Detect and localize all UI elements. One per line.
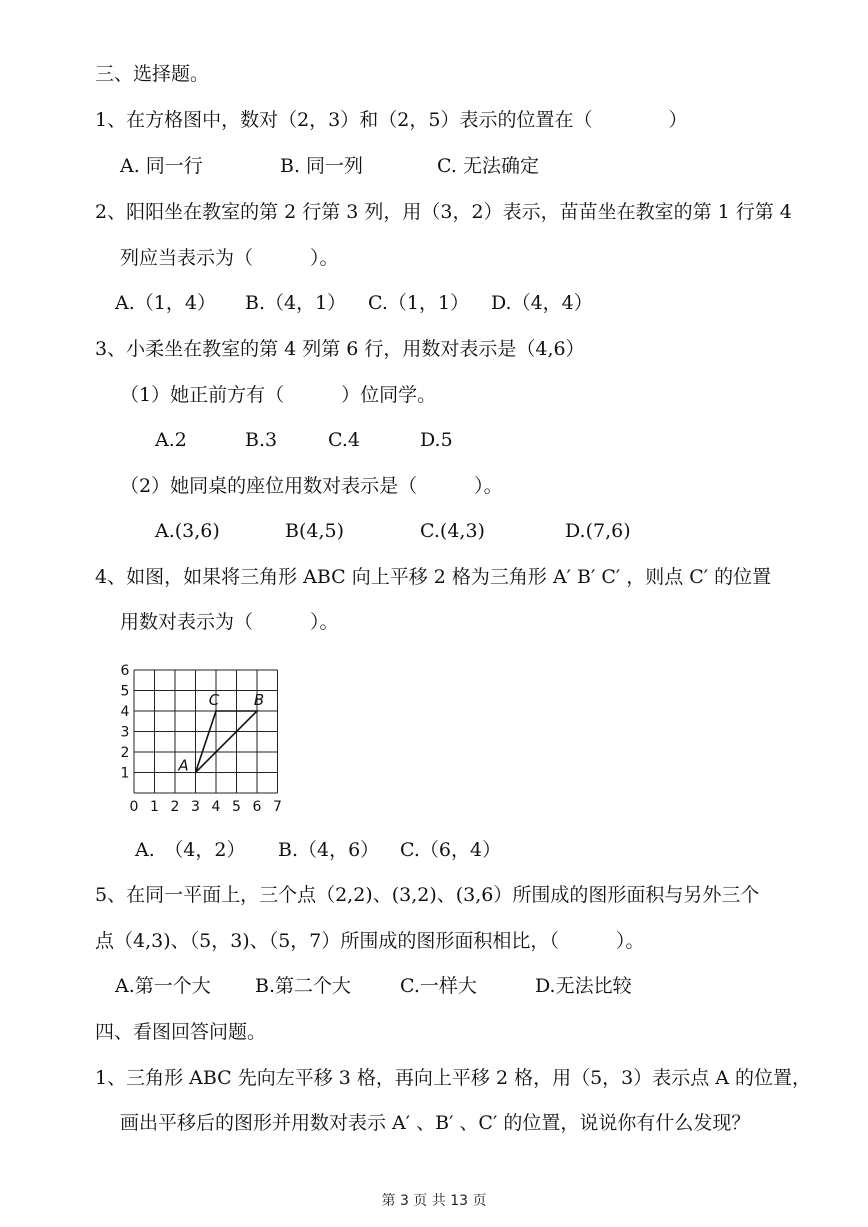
q2-option-b: B.（4，1）: [245, 292, 347, 314]
q3-sub2-option-c: C.(4,3): [420, 520, 485, 542]
question-3-text: 3、小柔坐在教室的第 4 列第 6 行，用数对表示是（4,6）: [95, 338, 585, 360]
point-label-b: B: [253, 691, 265, 709]
y-tick-label: 4: [120, 704, 130, 720]
q3-sub1-option-b: B.3: [245, 429, 278, 451]
q3-sub1-option-a: A.2: [155, 429, 187, 451]
question-4-line2: 用数对表示为（ ）。: [120, 611, 339, 633]
q3-sub2-option-d: D.(7,6): [565, 520, 631, 542]
q3-sub2-option-a: A.(3,6): [155, 520, 220, 542]
x-tick-label: 4: [211, 799, 221, 815]
section-heading-3: 三、选择题。: [95, 63, 210, 85]
x-tick-label: 6: [252, 799, 262, 815]
q1-option-a: A. 同一行: [120, 155, 203, 177]
question-1-text: 1、在方格图中，数对（2，3）和（2，5）表示的位置在（ ）: [95, 109, 688, 131]
question-2-line2: 列应当表示为（ ）。: [120, 247, 339, 269]
q4-option-a: A. （4，2）: [135, 839, 246, 861]
q3-sub1-option-c: C.4: [328, 429, 360, 451]
q4-option-c: C.（6，4）: [400, 839, 502, 861]
question-4-line1: 4、如图，如果将三角形 ABC 向上平移 2 格为三角形 A′ B′ C′ ，则点 C′ 的位置: [95, 566, 772, 588]
q5-option-d: D.无法比较: [535, 975, 632, 997]
question-3-sub1: （1）她正前方有（ ）位同学。: [120, 384, 437, 406]
q4-option-b: B.（4，6）: [278, 839, 380, 861]
q1-option-c: C. 无法确定: [437, 155, 539, 177]
q2-option-c: C.（1，1）: [368, 292, 470, 314]
section4-question-1-line2: 画出平移后的图形并用数对表示 A′ 、B′ 、C′ 的位置，说说你有什么发现？: [120, 1112, 751, 1134]
x-tick-label: 1: [150, 799, 159, 815]
point-label-c: C: [208, 691, 220, 709]
q1-option-b: B. 同一列: [280, 155, 364, 177]
q5-option-b: B.第二个大: [255, 975, 352, 997]
section4-question-1-line1: 1、三角形 ABC 先向左平移 3 格，再向上平移 2 格，用（5，3）表示点 A 的位置，: [95, 1067, 812, 1089]
y-tick-label: 5: [120, 683, 130, 700]
x-tick-label: 5: [232, 799, 241, 815]
page-footer: 第 3 页 共 13 页: [381, 1193, 487, 1209]
y-tick-label: 1: [120, 765, 130, 782]
question-5-line2: 点（4,3)、（5，3)、（5，7）所围成的图形面积相比，（ ）。: [95, 930, 645, 952]
x-tick-label: 3: [191, 799, 200, 815]
q2-option-d: D.（4，4）: [491, 292, 593, 314]
q3-sub2-option-b: B(4,5): [285, 520, 345, 542]
question-2-line1: 2、阳阳坐在教室的第 2 行第 3 列，用（3，2）表示，苗苗坐在教室的第 1 行第 4: [95, 201, 792, 223]
coordinate-grid-figure: [112, 660, 312, 820]
q5-option-c: C.一样大: [400, 975, 477, 997]
x-tick-label: 0: [129, 799, 139, 815]
x-tick-label: 2: [170, 799, 180, 815]
q2-option-a: A.（1，4）: [115, 292, 216, 314]
point-label-a: A: [178, 756, 189, 775]
x-tick-label: 7: [273, 799, 282, 815]
y-tick-label: 2: [120, 745, 130, 761]
y-tick-label: 6: [120, 663, 130, 679]
triangle-abc: [196, 711, 258, 773]
section-heading-4: 四、看图回答问题。: [95, 1021, 267, 1043]
q5-option-a: A.第一个大: [115, 975, 211, 997]
question-5-line1: 5、在同一平面上，三个点（2,2)、(3,2)、(3,6）所围成的图形面积与另外三个: [95, 884, 760, 906]
q3-sub1-option-d: D.5: [420, 429, 453, 451]
y-tick-label: 3: [120, 724, 130, 741]
question-3-sub2: （2）她同桌的座位用数对表示是（ ）。: [120, 475, 503, 497]
